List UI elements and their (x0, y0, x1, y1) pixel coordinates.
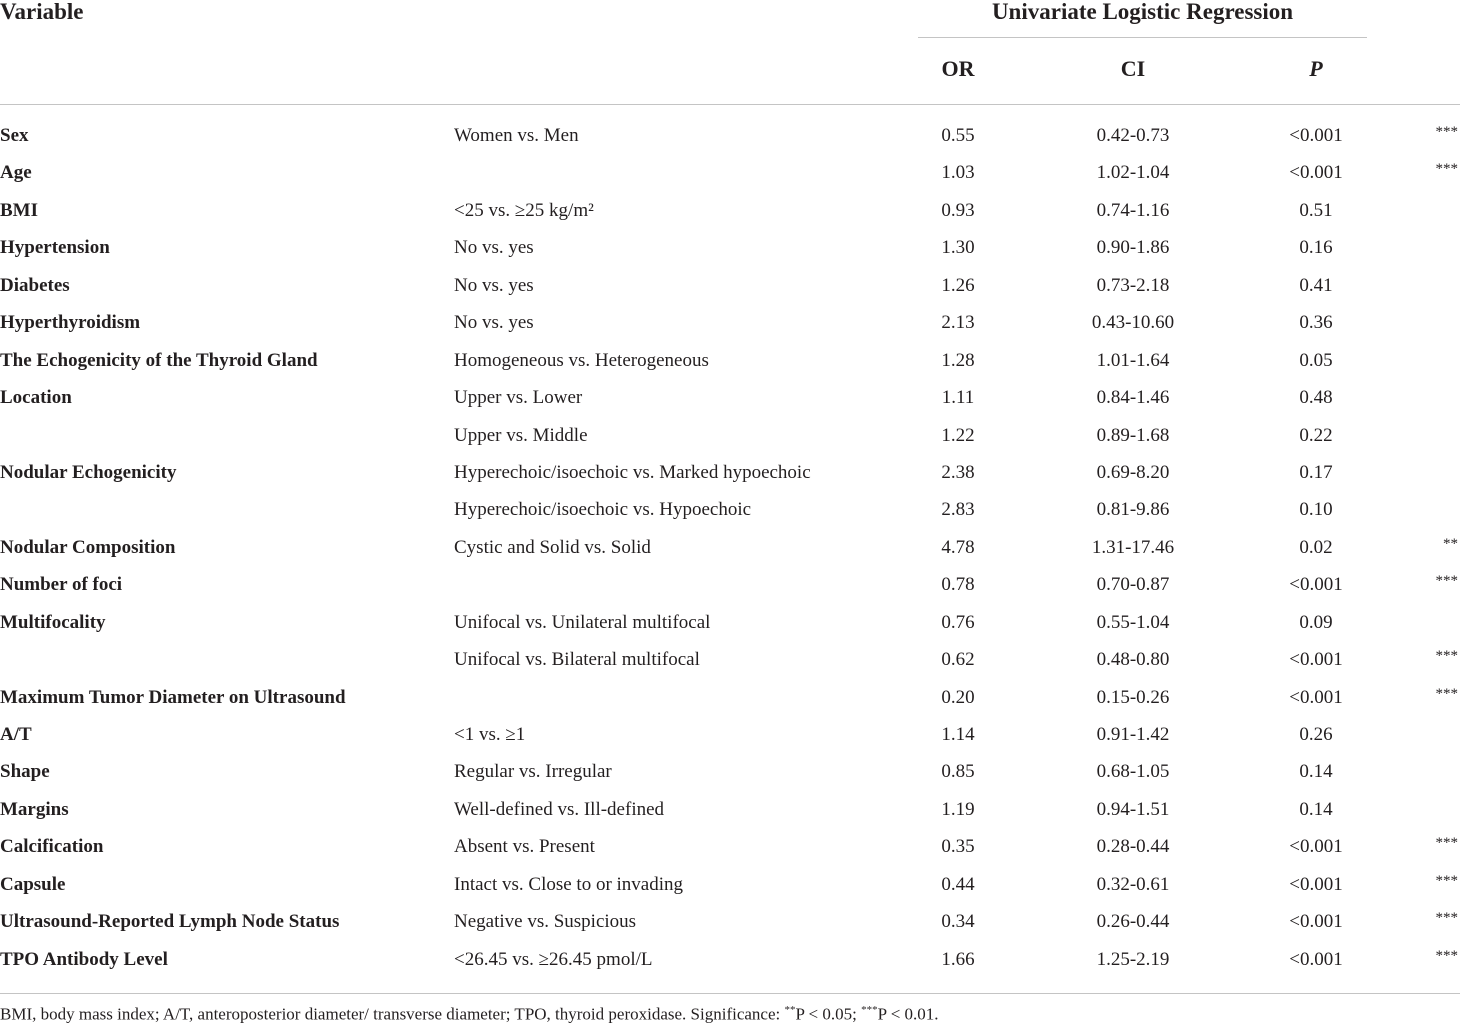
or-cell: 0.76 (941, 611, 975, 633)
comparison-cell: <1 vs. ≥1 (454, 724, 526, 745)
variable-cell: Location (0, 387, 72, 409)
table-row (0, 379, 1460, 416)
or-cell: 2.83 (941, 499, 975, 521)
ci-cell: 0.42-0.73 (1096, 125, 1170, 146)
footnote-sig2-text: P < 0.05; (795, 1004, 862, 1024)
ci-cell: 0.81-9.86 (1096, 499, 1170, 521)
significance-cell: ** (1443, 535, 1458, 552)
p-value-cell: 0.22 (1299, 424, 1333, 446)
comparison-cell: Cystic and Solid vs. Solid (454, 536, 651, 558)
p-value-cell: <0.001 (1289, 125, 1343, 146)
table-row (0, 566, 1460, 603)
p-value-cell: <0.001 (1289, 948, 1343, 970)
table-row (0, 641, 1460, 678)
group-header-rule (918, 37, 1367, 38)
ci-cell: 0.70-0.87 (1096, 574, 1170, 596)
comparison-cell: Homogeneous vs. Heterogeneous (454, 349, 709, 371)
comparison-cell: Regular vs. Irregular (454, 761, 612, 783)
or-cell: 1.28 (941, 349, 975, 371)
comparison-cell: Hyperechoic/isoechoic vs. Hypoechoic (454, 499, 752, 521)
ci-cell: 0.15-0.26 (1096, 686, 1170, 708)
ci-cell: 0.91-1.42 (1096, 724, 1170, 745)
table-row (0, 417, 1460, 454)
comparison-cell: <26.45 vs. ≥26.45 pmol/L (454, 948, 653, 970)
or-cell: 1.11 (941, 387, 975, 409)
comparison-cell: Upper vs. Lower (454, 387, 583, 409)
p-value-cell: 0.36 (1299, 312, 1333, 334)
table-row (0, 791, 1460, 828)
comparison-cell: Hyperechoic/isoechoic vs. Marked hypoechoic (454, 461, 811, 483)
variable-cell: Margins (0, 798, 69, 820)
ci-cell: 1.02-1.04 (1096, 162, 1170, 184)
variable-cell: Maximum Tumor Diameter on Ultrasound (0, 686, 346, 708)
or-cell: 2.13 (941, 312, 975, 334)
or-cell: 1.30 (941, 237, 975, 259)
or-cell: 0.78 (941, 574, 975, 596)
header-ci: CI (1120, 56, 1146, 81)
table-body (0, 117, 1460, 978)
comparison-cell: Well-defined vs. Ill-defined (454, 798, 665, 820)
comparison-cell: No vs. yes (454, 312, 534, 334)
variable-cell: Shape (0, 761, 50, 783)
p-value-cell: <0.001 (1289, 836, 1343, 858)
header-univariate-logistic-regression: Univariate Logistic Regression (991, 0, 1294, 24)
p-value-cell: <0.001 (1289, 911, 1343, 933)
p-value-cell: <0.001 (1289, 162, 1343, 184)
ci-cell: 0.84-1.46 (1096, 387, 1170, 409)
p-value-cell: 0.17 (1299, 461, 1333, 483)
or-cell: 1.66 (941, 948, 975, 970)
p-value-cell: <0.001 (1289, 686, 1343, 708)
ci-cell: 0.89-1.68 (1096, 424, 1170, 446)
p-value-cell: 0.51 (1299, 199, 1333, 221)
or-cell: 0.34 (941, 911, 975, 933)
variable-cell: Sex (0, 125, 29, 146)
table-footnote (0, 1004, 939, 1025)
or-cell: 1.22 (941, 424, 975, 446)
variable-cell: A/T (0, 724, 32, 745)
table-row (0, 342, 1460, 379)
header-p: P (1309, 56, 1323, 81)
p-value-cell: 0.09 (1299, 611, 1333, 633)
ci-cell: 0.90-1.86 (1096, 237, 1170, 259)
ci-cell: 0.68-1.05 (1096, 761, 1170, 783)
p-value-cell: 0.14 (1299, 798, 1333, 820)
or-cell: 0.35 (941, 836, 975, 858)
p-value-cell: 0.10 (1299, 499, 1333, 521)
footnote-sig3-text: P < 0.01. (877, 1004, 939, 1024)
ci-cell: 0.43-10.60 (1091, 312, 1175, 334)
header-or: OR (941, 56, 975, 81)
significance-cell: *** (1435, 648, 1458, 665)
ci-cell: 0.48-0.80 (1096, 649, 1170, 671)
ci-cell: 0.32-0.61 (1096, 873, 1170, 895)
ci-cell: 0.26-0.44 (1096, 911, 1170, 933)
p-value-cell: <0.001 (1289, 649, 1343, 671)
variable-cell: Calcification (0, 836, 104, 858)
variable-cell: TPO Antibody Level (0, 948, 168, 970)
variable-cell: Age (0, 162, 32, 184)
comparison-cell: No vs. yes (454, 237, 534, 259)
significance-cell: *** (1435, 161, 1458, 178)
p-value-cell: <0.001 (1289, 873, 1343, 895)
comparison-cell: Intact vs. Close to or invading (454, 873, 684, 895)
ci-cell: 0.74-1.16 (1096, 199, 1170, 221)
variable-cell: The Echogenicity of the Thyroid Gland (0, 349, 318, 371)
p-value-cell: 0.26 (1299, 724, 1333, 745)
table-row (0, 454, 1460, 491)
table-row (0, 192, 1460, 229)
or-cell: 4.78 (941, 536, 975, 558)
or-cell: 0.20 (941, 686, 975, 708)
comparison-cell: Upper vs. Middle (454, 424, 588, 446)
table-row (0, 941, 1460, 978)
or-cell: 1.03 (941, 162, 975, 184)
or-cell: 0.93 (941, 199, 975, 221)
table-row (0, 604, 1460, 641)
table-row (0, 529, 1460, 566)
ci-cell: 1.25-2.19 (1096, 948, 1170, 970)
ci-cell: 1.01-1.64 (1096, 349, 1170, 371)
ci-cell: 1.31-17.46 (1091, 536, 1175, 558)
ci-cell: 0.55-1.04 (1096, 611, 1170, 633)
or-cell: 0.85 (941, 761, 975, 783)
significance-cell: *** (1435, 872, 1458, 889)
variable-cell: Number of foci (0, 574, 123, 596)
p-value-cell: 0.05 (1299, 349, 1333, 371)
table-row (0, 903, 1460, 940)
variable-cell: Hypertension (0, 237, 110, 259)
significance-cell: *** (1435, 835, 1458, 852)
table-row (0, 866, 1460, 903)
table-row (0, 229, 1460, 266)
or-cell: 0.55 (941, 125, 975, 146)
ci-cell: 0.69-8.20 (1096, 461, 1170, 483)
or-cell: 0.62 (941, 649, 975, 671)
significance-cell: *** (1435, 910, 1458, 927)
variable-cell: Nodular Composition (0, 536, 176, 558)
table-row (0, 828, 1460, 865)
or-cell: 0.44 (941, 873, 975, 895)
variable-cell: Multifocality (0, 611, 106, 633)
footnote-sig3-mark: *** (861, 1004, 878, 1016)
table-row (0, 154, 1460, 191)
table-row (0, 753, 1460, 790)
comparison-cell: Unifocal vs. Bilateral multifocal (454, 649, 700, 671)
or-cell: 2.38 (941, 461, 975, 483)
table-row (0, 716, 1460, 753)
significance-cell: *** (1435, 947, 1458, 964)
table-row (0, 304, 1460, 341)
comparison-cell: Absent vs. Present (454, 836, 595, 858)
p-value-cell: 0.48 (1299, 387, 1333, 409)
variable-cell: Capsule (0, 873, 66, 895)
variable-cell: BMI (0, 199, 38, 221)
ci-cell: 0.28-0.44 (1096, 836, 1170, 858)
header-rule (0, 104, 1460, 105)
variable-cell: Ultrasound-Reported Lymph Node Status (0, 911, 340, 933)
ci-cell: 0.73-2.18 (1096, 274, 1170, 296)
footnote-text: BMI, body mass index; A/T, anteroposterior diameter/ transverse diameter; TPO, thyroid peroxidase. Significance: (0, 1004, 785, 1024)
p-value-cell: 0.41 (1299, 274, 1333, 296)
significance-cell: *** (1435, 124, 1458, 140)
variable-cell: Nodular Echogenicity (0, 461, 177, 483)
comparison-cell: No vs. yes (454, 274, 534, 296)
or-cell: 1.14 (941, 724, 975, 745)
significance-cell: *** (1435, 573, 1458, 590)
p-value-cell: 0.16 (1299, 237, 1333, 259)
table-row (0, 679, 1460, 716)
or-cell: 1.19 (941, 798, 975, 820)
comparison-cell: Negative vs. Suspicious (454, 911, 637, 933)
footnote-sig2-mark: ** (784, 1004, 796, 1016)
variable-cell: Hyperthyroidism (0, 312, 141, 334)
comparison-cell: <25 vs. ≥25 kg/m² (454, 199, 594, 221)
header-variable: Variable (0, 0, 84, 24)
significance-cell: *** (1435, 685, 1458, 702)
p-value-cell: <0.001 (1289, 574, 1343, 596)
table-row (0, 267, 1460, 304)
p-value-cell: 0.02 (1299, 536, 1333, 558)
table-row (0, 491, 1460, 528)
or-cell: 1.26 (941, 274, 975, 296)
footer-rule (0, 993, 1460, 994)
comparison-cell: Women vs. Men (454, 125, 579, 146)
table-row (0, 117, 1460, 154)
variable-cell: Diabetes (0, 274, 70, 296)
ci-cell: 0.94-1.51 (1096, 798, 1170, 820)
p-value-cell: 0.14 (1299, 761, 1333, 783)
comparison-cell: Unifocal vs. Unilateral multifocal (454, 611, 711, 633)
